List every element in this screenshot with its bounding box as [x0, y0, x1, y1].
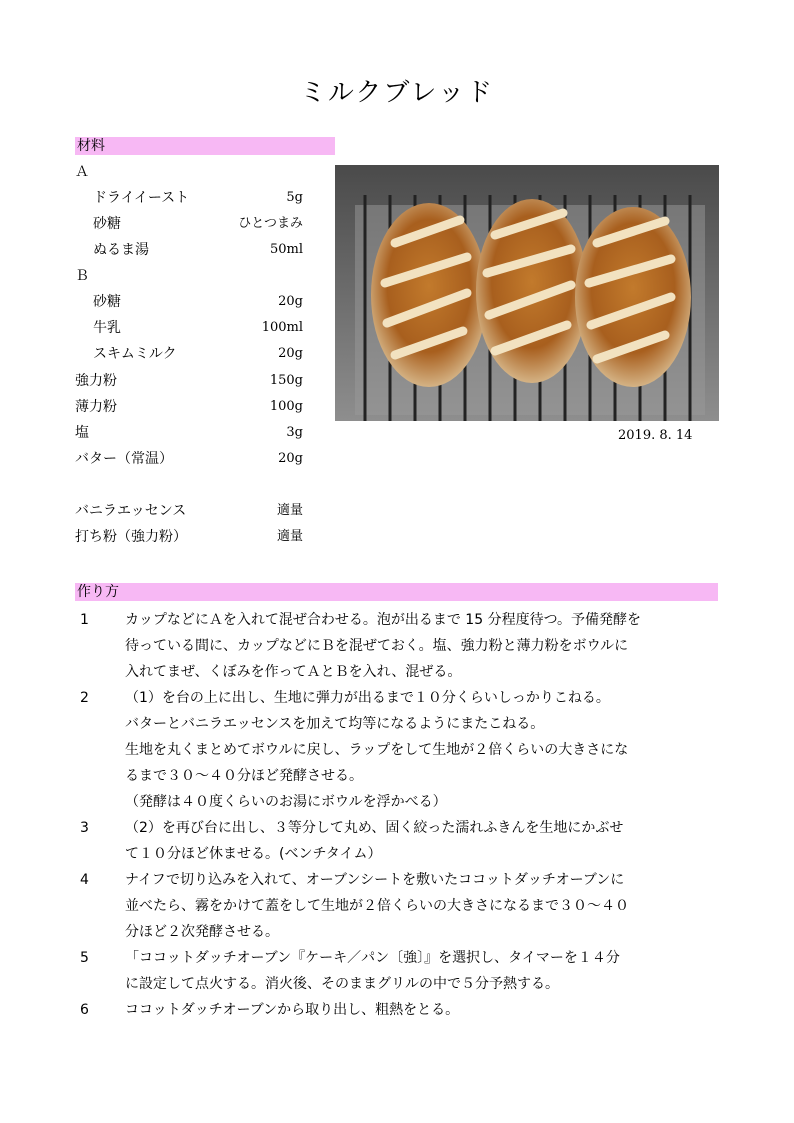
- step-line: るまで３０～４０分ほど発酵させる。: [125, 768, 363, 784]
- step-number: 5: [80, 950, 89, 966]
- ingredient-amount: 50ml: [269, 242, 303, 257]
- ingredient-amount: 適量: [276, 529, 303, 544]
- step-line: て１０分ほど休ませる。(ベンチタイム）: [125, 846, 382, 862]
- ingredient-amount: 20g: [278, 346, 303, 361]
- ingredients-header: 材料: [75, 137, 335, 155]
- ingredient-row: [75, 315, 303, 341]
- step-number: 3: [80, 820, 89, 836]
- ingredient-name: バニラエッセンス: [75, 503, 187, 519]
- step-number: 2: [80, 690, 89, 706]
- ingredient-row: [75, 185, 303, 211]
- ingredient-name: バター（常温）: [75, 451, 173, 467]
- step-number: 6: [80, 1002, 89, 1018]
- ingredient-name: スキムミルク: [93, 346, 177, 362]
- step-text: [125, 867, 720, 945]
- ingredient-row: [75, 263, 303, 289]
- step-line: カップなどにＡを入れて混ぜ合わせる。泡が出るまで 15 分程度待つ。予備発酵を: [125, 612, 642, 628]
- step-line: 並べたら、霧をかけて蓋をして生地が２倍くらいの大きさになるまで３０～４０: [125, 898, 629, 914]
- step-line: （1）を台の上に出し、生地に弾力が出るまで１０分くらいしっかりこねる。: [125, 690, 610, 706]
- step-line: （2）を再び台に出し、３等分して丸め、固く絞った濡れふきんを生地にかぶせ: [125, 820, 624, 836]
- ingredient-row: [75, 394, 303, 420]
- step-line: 分ほど２次発酵させる。: [125, 924, 279, 940]
- ingredient-row: [75, 420, 303, 446]
- step-line: ココットダッチオーブンから取り出し、粗熱をとる。: [125, 1002, 460, 1018]
- ingredient-amount: 100ml: [261, 320, 303, 335]
- ingredient-row: [75, 289, 303, 315]
- ingredient-name: 砂糖: [93, 216, 121, 232]
- ingredient-row: [75, 159, 303, 185]
- ingredient-amount: 100g: [269, 399, 303, 414]
- ingredient-name: 薄力粉: [75, 399, 117, 415]
- step-line: ナイフで切り込みを入れて、オーブンシートを敷いたココットダッチオーブンに: [125, 872, 625, 888]
- ingredient-name: 塩: [75, 425, 89, 441]
- ingredient-amount: 3g: [286, 425, 303, 440]
- method-header: 作り方: [75, 583, 718, 601]
- ingredient-row: [75, 498, 303, 524]
- step-number: 4: [80, 872, 89, 888]
- step-line: 生地を丸くまとめてボウルに戻し、ラップをして生地が２倍くらいの大きさにな: [125, 742, 629, 758]
- ingredient-amount: ひとつまみ: [238, 216, 303, 231]
- ingredient-row: [75, 237, 303, 263]
- step-line: 待っている間に、カップなどにＢを混ぜておく。塩、強力粉と薄力粉をボウルに: [125, 638, 629, 654]
- step-line: （発酵は４０度くらいのお湯にボウルを浮かべる）: [125, 794, 447, 810]
- ingredient-amount: 適量: [276, 503, 303, 518]
- step-text: [125, 945, 720, 997]
- page-title: ミルクブレッド: [299, 78, 495, 108]
- ingredient-amount: 20g: [278, 294, 303, 309]
- ingredient-row: [75, 446, 303, 472]
- ingredient-name: ドライイースト: [93, 190, 190, 206]
- step-line: 入れてまぜ、くぼみを作ってＡとＢを入れ、混ぜる。: [125, 664, 462, 680]
- ingredient-row: [75, 368, 303, 394]
- step-text: [125, 815, 720, 867]
- ingredient-name: 強力粉: [75, 373, 117, 389]
- bread-photo: [335, 165, 719, 421]
- ingredient-row: [75, 211, 303, 237]
- ingredient-row: [75, 341, 303, 367]
- step-line: バターとバニラエッセンスを加えて均等になるようにまたこねる。: [125, 716, 545, 732]
- step-line: 「ココットダッチオーブン『ケーキ／パン〔強〕』を選択し、タイマーを１４分: [125, 950, 620, 966]
- step-number: 1: [80, 612, 89, 628]
- bread-photo-drawing: [335, 165, 719, 421]
- photo-date: 2019. 8. 14: [618, 428, 693, 443]
- step-text: [125, 685, 720, 815]
- ingredient-name: 砂糖: [93, 294, 121, 310]
- ingredient-amount: 5g: [286, 190, 303, 205]
- step-line: に設定して点火する。消火後、そのままグリルの中で５分予熱する。: [125, 976, 559, 992]
- ingredient-name: Ｂ: [75, 268, 89, 284]
- step-text: [125, 607, 720, 685]
- ingredient-name: Ａ: [75, 164, 89, 180]
- ingredient-row: [75, 524, 303, 550]
- ingredient-name: 牛乳: [93, 320, 121, 336]
- ingredient-name: ぬるま湯: [93, 242, 149, 258]
- ingredient-name: 打ち粉（強力粉）: [75, 529, 187, 545]
- ingredient-amount: 150g: [269, 373, 303, 388]
- step-text: [125, 997, 720, 1023]
- ingredient-amount: 20g: [278, 451, 303, 466]
